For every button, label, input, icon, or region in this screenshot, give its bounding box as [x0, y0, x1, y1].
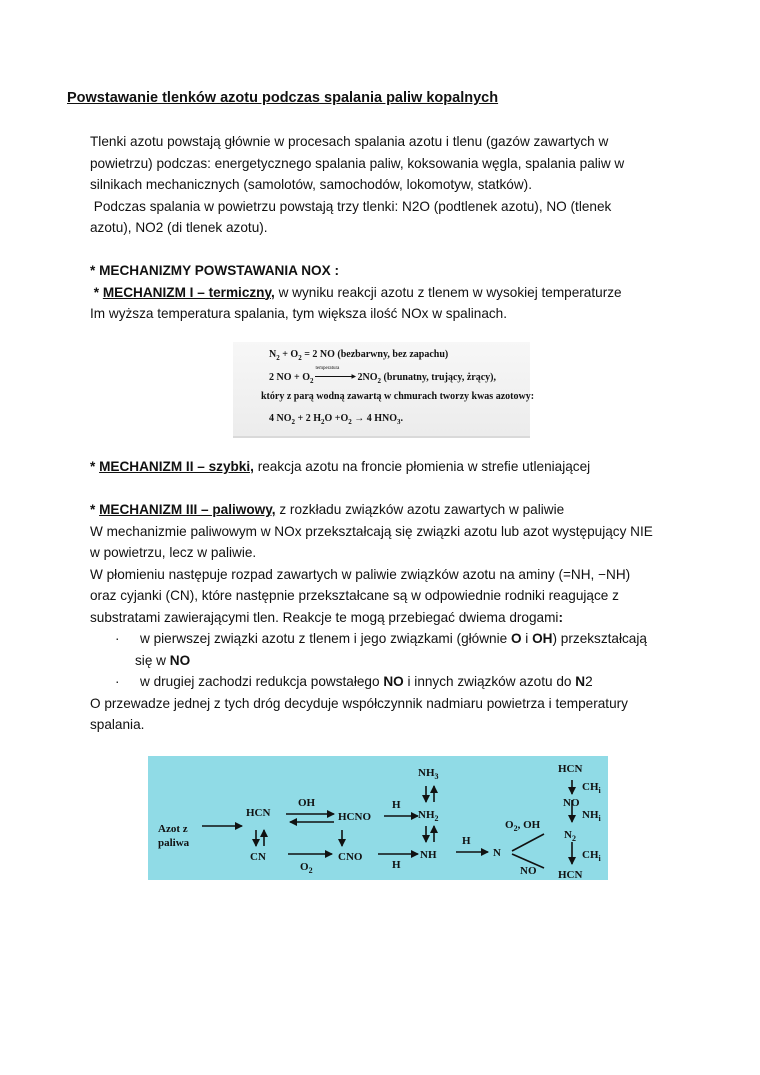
diagram-right-chi-top: $CH_i$ — [582, 781, 601, 795]
diagram-nh3: $NH_3$ — [418, 767, 439, 781]
diagram-right-nhi: $NH_i$ — [582, 809, 601, 823]
diagram-n: N — [493, 847, 501, 859]
diagram-hcn: HCN — [246, 807, 271, 819]
text-line: w powietrzu, lecz w paliwie. — [90, 545, 257, 560]
text-line: Tlenki azotu powstają głównie w procesach spalania azotu i tlenu (gazów zawartych w — [90, 134, 609, 149]
diagram-o2-oh-label: $O_2$, OH — [505, 819, 541, 833]
mechanism-3-description: z rozkładu związków azotu zawartych w paliwie — [275, 502, 565, 517]
bullet-dot: · — [115, 631, 120, 646]
mechanisms-section — [90, 260, 690, 325]
diagram-h-label-top: H — [392, 799, 401, 811]
diagram-no: NO — [520, 865, 537, 877]
bullet-item-1: · w pierwszej związki azotu z tlenem i jego związkami (głównie O i OH) przekształcają — [90, 628, 690, 650]
diagram-oh-label: OH — [298, 797, 316, 809]
diagram-o2-label: $O_2$ — [300, 861, 313, 875]
diagram-right-hcn-bottom: HCN — [558, 869, 583, 880]
text-line: oraz cyjanki (CN), które następnie przekształcane są w odpowiednie rodniki reagujące z — [90, 588, 619, 603]
mechanism-1-name: MECHANIZM I – termiczny, — [102, 284, 275, 300]
diagram-cno: CNO — [338, 851, 363, 863]
diagram-h-label-bottom: H — [392, 859, 401, 871]
reaction-3: 4 $NO_2 + 2$ $H_2O +O_2 \to 4$ $HNO_3$. — [269, 413, 404, 426]
text-line: O przewadze jednej z tych dróg decyduje współczynnik nadmiaru powietrza i temperatury — [90, 695, 628, 711]
mechanism-2-prefix: * — [90, 459, 100, 474]
mechanisms-heading: * MECHANIZMY POWSTAWANIA NOX : — [90, 263, 339, 278]
mechanism-3-name: MECHANIZM III – paliwowy, — [99, 502, 276, 517]
text-line: powietrzu) podczas: energetycznego spalania paliw, koksowania węgla, spalania paliw w — [90, 155, 625, 171]
diagram-right-n2: $N_2$ — [564, 829, 576, 843]
reaction-1: $N_2 + O_2 = 2$ NO (bezbarwny, bez zapachu) — [269, 349, 449, 362]
mechanism-2-line — [90, 456, 690, 478]
bullet-item-2: · w drugiej zachodzi redukcja powstałego NO i innych związków azotu do N2 — [90, 671, 690, 693]
text-line: W mechanizmie paliwowym w NOx przekształcają się związki azotu lub azot występujący NIE — [90, 523, 653, 539]
text-line: substratami zawierającymi tlen. Reakcje te mogą przebiegać dwiema drogami: — [90, 609, 563, 625]
diagram-hcno: HCNO — [338, 811, 371, 823]
page-title: Powstawanie tlenków azotu podczas spalania paliw kopalnych — [67, 90, 499, 106]
bullet-item-1-continued: się w NO — [135, 652, 191, 668]
diagram-h-label-mid: H — [462, 835, 471, 847]
mechanism-3-line — [90, 499, 690, 521]
diagram-source-label: paliwa — [158, 837, 190, 849]
mechanism-1-note: Im wyższa temperatura spalania, tym większa ilość NOx w spalinach. — [90, 306, 508, 321]
temperature-arrow: temperatura ▶ — [315, 366, 357, 380]
mechanism-1-prefix: * — [90, 284, 103, 300]
text-line: spalania. — [90, 717, 145, 732]
diagram-right-no: NO — [563, 797, 580, 809]
intro-paragraph — [90, 131, 690, 239]
diagram-right-hcn-top: HCN — [558, 763, 583, 775]
reaction-equations-image — [233, 342, 535, 438]
reaction-pathway-svg — [148, 756, 608, 880]
mechanism-2-description: reakcja azotu na froncie płomienia w strefie utleniającej — [253, 459, 591, 474]
diagram-right-chi-bottom: $CH_i$ — [582, 849, 601, 863]
reaction-2: 2 NO + $O_2$ temperatura ▶ $2NO_2$ (brunatny, trujący, żrący), — [269, 366, 496, 385]
text-line: W płomieniu następuje rozpad zawartych w paliwie związków azotu na aminy (=NH, −NH) — [90, 566, 631, 582]
reaction-note: który z parą wodną zawartą w chmurach tworzy kwas azotowy: — [261, 391, 535, 402]
fuel-nitrogen-reaction-diagram — [148, 756, 608, 880]
bullet-dot: · — [115, 674, 120, 689]
text-line: silnikach mechanicznych (samolotów, samochodów, lokomotyw, statków). — [90, 177, 532, 192]
diagram-nh2: $NH_2$ — [418, 809, 439, 823]
diagram-nh: NH — [420, 849, 437, 861]
mechanism-1-line — [90, 282, 690, 304]
mechanism-3-section — [90, 499, 690, 736]
text-line: azotu), NO2 (di tlenek azotu). — [90, 220, 268, 235]
diagram-source-label: Azot z — [158, 823, 188, 835]
mechanism-1-description: w wyniku reakcji azotu z tlenem w wysokiej temperaturze — [274, 284, 622, 300]
mechanism-2-name: MECHANIZM II – szybki, — [99, 459, 254, 474]
mechanism-3-prefix: * — [90, 502, 100, 517]
text-line: Podczas spalania w powietrzu powstają trzy tlenki: N2O (podtlenek azotu), NO (tlenek — [90, 198, 612, 214]
diagram-cn: CN — [250, 851, 266, 863]
